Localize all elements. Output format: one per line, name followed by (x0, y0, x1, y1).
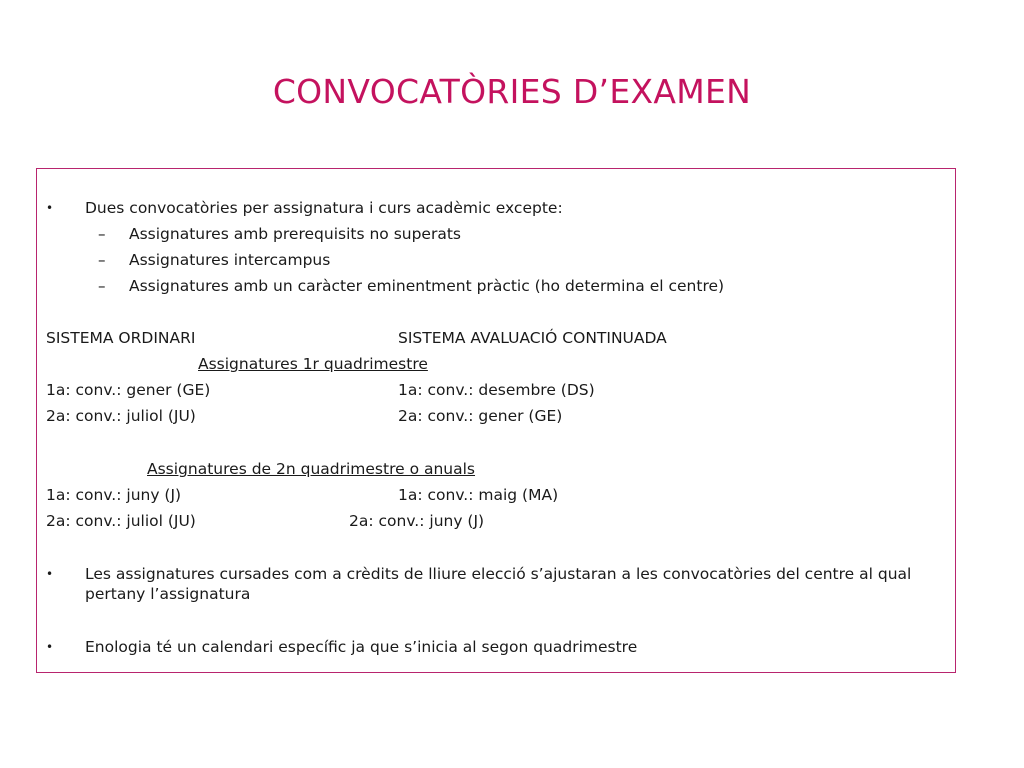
ordinary-first-call: 1a: conv.: gener (GE) (46, 381, 211, 399)
second-quarter-heading: Assignatures de 2n quadrimestre o anuals (147, 460, 476, 478)
continuous-second-call: 2a: conv.: gener (GE) (398, 407, 563, 425)
bullet-icon: • (46, 640, 54, 654)
exception-item: Assignatures intercampus (129, 251, 331, 269)
dash-icon: – (98, 225, 106, 243)
continuous-first-call: 1a: conv.: desembre (DS) (398, 381, 595, 399)
ordinary-second-call: 2a: conv.: juliol (JU) (46, 512, 196, 530)
dash-icon: – (98, 277, 106, 295)
dash-icon: – (98, 251, 106, 269)
exception-item: Assignatures amb prerequisits no superats (129, 225, 461, 243)
continuous-second-call: 2a: conv.: juny (J) (349, 512, 485, 530)
note-credits: Les assignatures cursades com a crèdits de lliure elecció s’ajustaran a les convocatòries del centre al qual pertany l’assignatura (85, 565, 912, 603)
bullet-icon: • (46, 201, 54, 215)
first-quarter-heading: Assignatures 1r quadrimestre (198, 355, 428, 373)
bullet-icon: • (46, 567, 54, 581)
slide-title: CONVOCATÒRIES D’EXAMEN (272, 72, 752, 111)
ordinary-first-call: 1a: conv.: juny (J) (46, 486, 182, 504)
ordinary-second-call: 2a: conv.: juliol (JU) (46, 407, 196, 425)
system-ordinary-heading: SISTEMA ORDINARI (46, 329, 196, 347)
exception-item: Assignatures amb un caràcter eminentment pràctic (ho determina el centre) (129, 277, 725, 295)
system-continuous-heading: SISTEMA AVALUACIÓ CONTINUADA (398, 329, 667, 347)
intro-text: Dues convocatòries per assignatura i curs acadèmic excepte: (85, 199, 563, 217)
note-enology: Enologia té un calendari específic ja que s’inicia al segon quadrimestre (85, 638, 638, 656)
continuous-first-call: 1a: conv.: maig (MA) (398, 486, 559, 504)
